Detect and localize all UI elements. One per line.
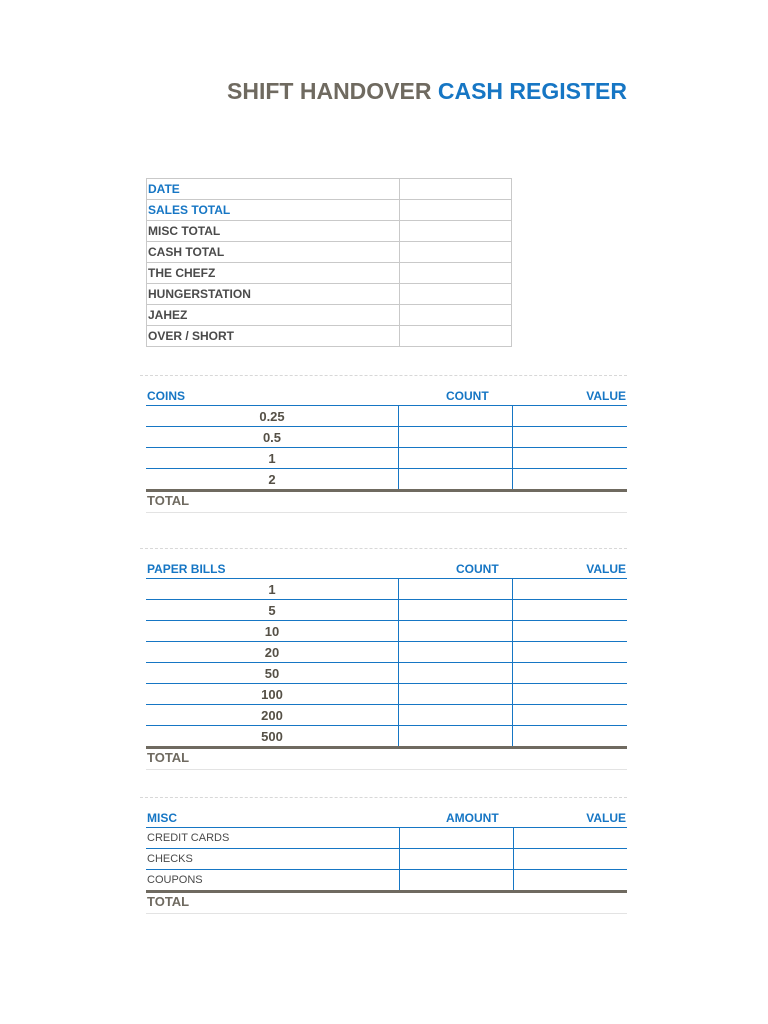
- misc-total: TOTAL: [146, 893, 627, 914]
- denomination-label: 100: [146, 684, 399, 705]
- summary-value-cell[interactable]: [400, 221, 512, 242]
- summary-value-cell[interactable]: [400, 326, 512, 347]
- denomination-label: 0.25: [146, 406, 399, 427]
- summary-value-cell[interactable]: [400, 305, 512, 326]
- summary-label: CASH TOTAL: [147, 242, 400, 263]
- amount-cell[interactable]: [400, 828, 514, 849]
- count-cell[interactable]: [399, 427, 513, 448]
- denomination-label: 1: [146, 579, 399, 600]
- summary-row: [147, 221, 512, 242]
- table-row: [146, 870, 627, 892]
- coins-header: COINS: [147, 389, 186, 403]
- value-cell[interactable]: [513, 448, 628, 469]
- value-cell[interactable]: [514, 828, 628, 849]
- paper-bills-header-row: [146, 556, 627, 578]
- summary-label: THE CHEFZ: [147, 263, 400, 284]
- denomination-label: 500: [146, 726, 399, 748]
- table-row: [146, 705, 627, 726]
- value-cell[interactable]: [513, 684, 628, 705]
- count-cell[interactable]: [399, 726, 513, 748]
- paper-bills-count-header: COUNT: [456, 562, 499, 576]
- summary-label: MISC TOTAL: [147, 221, 400, 242]
- misc-header: MISC: [147, 811, 177, 825]
- count-cell[interactable]: [399, 663, 513, 684]
- value-cell[interactable]: [513, 427, 628, 448]
- table-row: [146, 406, 627, 427]
- title-part-2: CASH REGISTER: [437, 78, 627, 104]
- summary-row: [147, 179, 512, 200]
- summary-row: [147, 326, 512, 347]
- coins-header-row: [146, 383, 627, 405]
- paper-bills-header: PAPER BILLS: [147, 562, 226, 576]
- value-cell[interactable]: [513, 621, 628, 642]
- section-divider: [140, 797, 627, 798]
- value-cell[interactable]: [513, 600, 628, 621]
- table-row: [146, 726, 627, 748]
- misc-header-row: [146, 805, 627, 827]
- value-cell[interactable]: [513, 406, 628, 427]
- denomination-label: 0.5: [146, 427, 399, 448]
- title-part-1: SHIFT HANDOVER: [227, 78, 432, 104]
- coins-count-header: COUNT: [446, 389, 489, 403]
- count-cell[interactable]: [399, 621, 513, 642]
- denomination-label: COUPONS: [146, 870, 400, 892]
- summary-row: [147, 305, 512, 326]
- summary-label: OVER / SHORT: [147, 326, 400, 347]
- table-row: [146, 448, 627, 469]
- denomination-label: CHECKS: [146, 849, 400, 870]
- summary-label: SALES TOTAL: [147, 200, 400, 221]
- denomination-label: CREDIT CARDS: [146, 828, 400, 849]
- section-divider: [140, 548, 627, 549]
- value-cell[interactable]: [513, 726, 628, 748]
- count-cell[interactable]: [399, 448, 513, 469]
- summary-value-cell[interactable]: [400, 242, 512, 263]
- value-cell[interactable]: [513, 469, 628, 491]
- count-cell[interactable]: [399, 469, 513, 491]
- summary-row: [147, 263, 512, 284]
- count-cell[interactable]: [399, 579, 513, 600]
- summary-label: HUNGERSTATION: [147, 284, 400, 305]
- summary-value-cell[interactable]: [400, 200, 512, 221]
- count-cell[interactable]: [399, 684, 513, 705]
- section-divider: [140, 375, 627, 376]
- summary-label: JAHEZ: [147, 305, 400, 326]
- summary-table: [146, 178, 512, 347]
- paper-bills-total: TOTAL: [146, 749, 627, 770]
- table-row: [146, 684, 627, 705]
- denomination-label: 10: [146, 621, 399, 642]
- coins-total: TOTAL: [146, 492, 627, 513]
- denomination-label: 50: [146, 663, 399, 684]
- table-row: [146, 621, 627, 642]
- denomination-label: 200: [146, 705, 399, 726]
- summary-row: [147, 284, 512, 305]
- summary-label: DATE: [147, 179, 400, 200]
- coins-value-header: VALUE: [586, 389, 626, 403]
- coins-table: [146, 405, 627, 492]
- denomination-label: 5: [146, 600, 399, 621]
- denomination-label: 20: [146, 642, 399, 663]
- table-row: [146, 642, 627, 663]
- denomination-label: 2: [146, 469, 399, 491]
- count-cell[interactable]: [399, 600, 513, 621]
- value-cell[interactable]: [513, 705, 628, 726]
- page-title: [0, 78, 627, 105]
- misc-section: [146, 797, 627, 914]
- amount-cell[interactable]: [400, 849, 514, 870]
- summary-value-cell[interactable]: [400, 263, 512, 284]
- table-row: [146, 600, 627, 621]
- value-cell[interactable]: [513, 579, 628, 600]
- summary-value-cell[interactable]: [400, 179, 512, 200]
- count-cell[interactable]: [399, 705, 513, 726]
- misc-value-header: VALUE: [586, 811, 626, 825]
- paper-bills-table: [146, 578, 627, 749]
- amount-cell[interactable]: [400, 870, 514, 892]
- denomination-label: 1: [146, 448, 399, 469]
- summary-row: [147, 200, 512, 221]
- value-cell[interactable]: [513, 642, 628, 663]
- paper-bills-value-header: VALUE: [586, 562, 626, 576]
- paper-bills-section: [146, 548, 627, 770]
- table-row: [146, 579, 627, 600]
- count-cell[interactable]: [399, 642, 513, 663]
- table-row: [146, 427, 627, 448]
- value-cell[interactable]: [513, 663, 628, 684]
- coins-section: [146, 375, 627, 513]
- table-row: [146, 663, 627, 684]
- table-row: [146, 849, 627, 870]
- table-row: [146, 828, 627, 849]
- table-row: [146, 469, 627, 491]
- summary-value-cell[interactable]: [400, 284, 512, 305]
- count-cell[interactable]: [399, 406, 513, 427]
- summary-row: [147, 242, 512, 263]
- value-cell[interactable]: [514, 870, 628, 892]
- value-cell[interactable]: [514, 849, 628, 870]
- misc-amount-header: AMOUNT: [446, 811, 499, 825]
- misc-table: [146, 827, 627, 893]
